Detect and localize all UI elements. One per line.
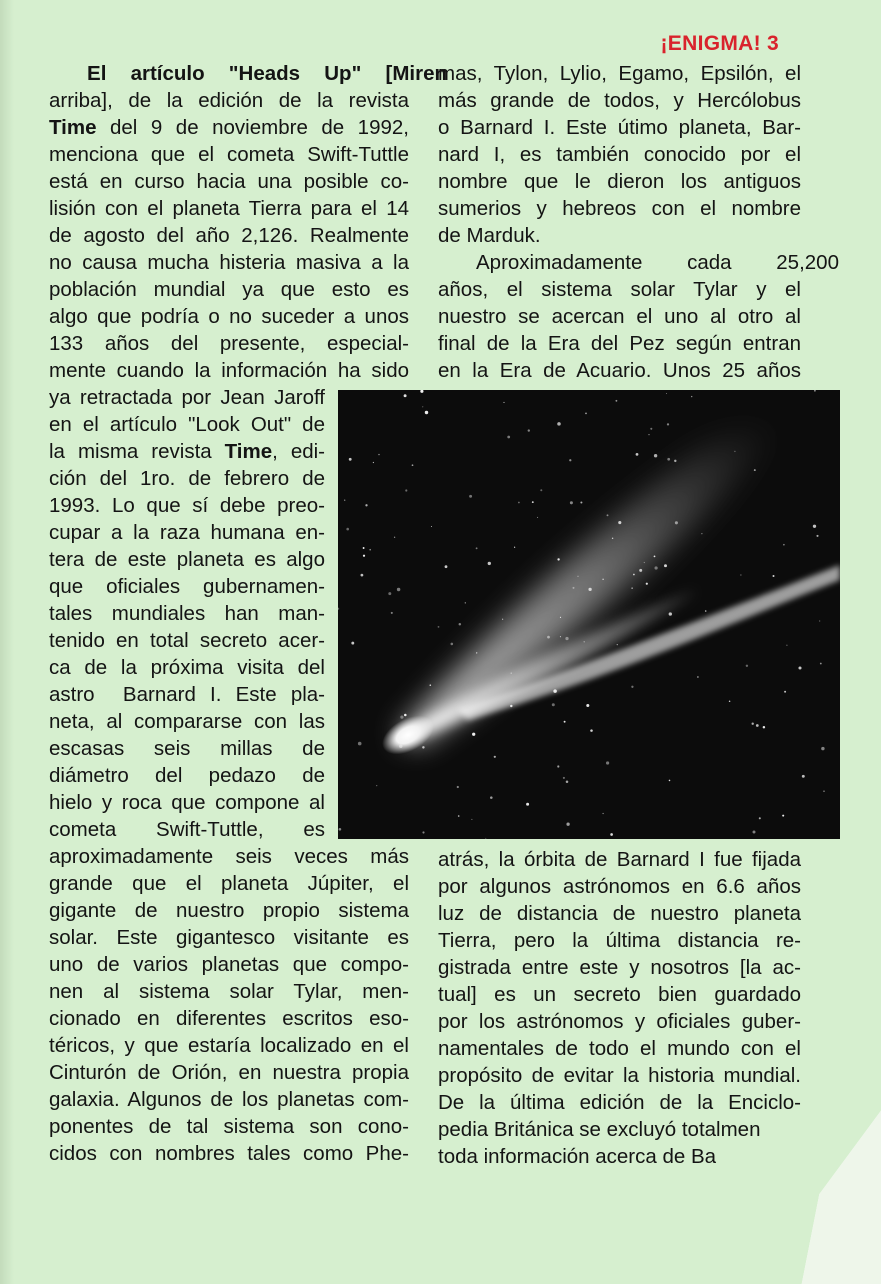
star <box>669 612 672 615</box>
bold-text: Time <box>224 440 273 463</box>
star <box>674 460 676 462</box>
text-run: escasas seis millas de <box>49 737 325 760</box>
text-run: lisión con el planeta Tierra para el 14 <box>49 197 409 220</box>
text-run: nen al sistema solar Tylar, men- <box>49 980 409 1003</box>
right-column-line <box>438 168 801 195</box>
star <box>607 514 609 516</box>
star <box>813 525 816 528</box>
star <box>753 831 756 834</box>
text-run: por algunos astrónomos en 6.6 años <box>438 875 801 898</box>
text-run: o Barnard I. Este útimo planeta, Bar- <box>438 116 801 139</box>
text-run: gistrada entre este y nosotros [la ac- <box>438 956 801 979</box>
bold-text: l artículo "Heads Up" [Miren <box>100 62 447 85</box>
star <box>569 459 571 461</box>
right-column-line <box>438 900 801 927</box>
text-run: tual] es un secreto bien guardado <box>438 983 801 1006</box>
star <box>557 558 559 560</box>
star <box>606 761 609 764</box>
right-column-line <box>438 873 801 900</box>
star <box>763 726 765 728</box>
star <box>400 715 403 718</box>
left-column-line <box>49 438 325 465</box>
text-run: está en curso hacia una posible co- <box>49 170 409 193</box>
star <box>404 714 407 717</box>
star <box>586 704 589 707</box>
text-run: galaxia. Algunos de los planetas com- <box>49 1088 409 1111</box>
star <box>445 565 448 568</box>
left-column-line <box>49 276 409 303</box>
text-run: cidos con nombres tales como Phe- <box>49 1142 409 1165</box>
left-column-line <box>49 1005 409 1032</box>
star <box>759 817 761 819</box>
right-column-line <box>438 303 801 330</box>
star <box>701 533 702 534</box>
text-run: aproximadamente seis veces más <box>49 845 409 868</box>
star <box>422 406 423 407</box>
star <box>756 724 759 727</box>
left-column-line <box>49 789 325 816</box>
left-column-line <box>49 1059 409 1086</box>
left-column-line <box>49 897 409 924</box>
star <box>650 428 652 430</box>
text-run: por los astrónomos y oficiales guber- <box>438 1010 801 1033</box>
star <box>654 454 657 457</box>
left-column-line <box>49 492 325 519</box>
text-run: en el artículo "Look Out" de <box>49 413 325 436</box>
star <box>631 587 632 588</box>
star <box>349 458 352 461</box>
star <box>664 564 667 567</box>
left-column-line <box>49 1140 409 1167</box>
text-run: grande que el planeta Júpiter, el <box>49 872 409 895</box>
left-column-line <box>49 1113 409 1140</box>
text-run: final de la Era del Pez según entran <box>438 332 801 355</box>
left-column-line <box>49 330 409 357</box>
star <box>494 756 496 758</box>
left-column-line <box>49 249 409 276</box>
left-column-line <box>49 843 409 870</box>
star <box>610 833 613 836</box>
text-run: , edi- <box>272 440 326 463</box>
star <box>783 544 785 546</box>
star <box>570 501 573 504</box>
star <box>636 453 639 456</box>
star <box>729 700 731 702</box>
star <box>373 462 374 463</box>
left-column-line <box>49 519 325 546</box>
left-column-line <box>49 303 409 330</box>
star <box>798 666 801 669</box>
right-column-line <box>438 1116 801 1143</box>
star <box>752 723 754 725</box>
star <box>438 626 440 628</box>
star <box>502 619 503 620</box>
star <box>458 815 460 817</box>
star <box>338 608 339 610</box>
star <box>754 469 756 471</box>
star <box>526 803 529 806</box>
text-run: en la Era de Acuario. Unos 25 años <box>438 359 801 382</box>
star <box>615 400 617 402</box>
text-run: nard I, es también conocido por el <box>438 143 801 166</box>
star <box>532 501 534 503</box>
left-column-line <box>49 681 325 708</box>
text-run: toda información acerca de Ba <box>438 1145 717 1168</box>
text-run: más grande de todos, y Hercólobus <box>438 89 801 112</box>
star <box>821 747 824 750</box>
star <box>457 786 459 788</box>
left-column-line <box>49 411 325 438</box>
right-column-line <box>438 276 801 303</box>
text-run: cionado en diferentes escritos eso- <box>49 1007 409 1030</box>
star <box>344 500 345 501</box>
left-column-line <box>49 573 325 600</box>
star <box>404 394 407 397</box>
left-column-line <box>49 951 409 978</box>
star <box>537 517 538 518</box>
text-run: tenido en total secreto acer- <box>49 629 325 652</box>
star <box>425 411 428 414</box>
text-run: gigante de nuestro propio sistema <box>49 899 409 922</box>
left-column-line <box>49 141 409 168</box>
star <box>351 642 354 645</box>
text-run: nombre que le dieron los antiguos <box>438 170 801 193</box>
bold-text: Time <box>49 116 97 139</box>
star <box>814 390 816 392</box>
text-run: la misma revista <box>49 440 225 463</box>
text-run: arriba], de la edición de la revista <box>49 89 409 112</box>
right-column-line <box>438 981 801 1008</box>
left-column-line <box>49 222 409 249</box>
star <box>405 489 407 491</box>
star <box>420 390 423 393</box>
text-run: ca de la próxima visita del <box>49 656 325 679</box>
star <box>490 796 493 799</box>
star <box>782 815 784 817</box>
right-column-line <box>438 141 801 168</box>
left-column-line <box>49 357 409 384</box>
text-run: Cinturón de Orión, en nuestra propia <box>49 1061 409 1084</box>
star <box>565 637 568 640</box>
star <box>528 429 530 431</box>
right-column-line <box>438 846 801 873</box>
right-column-line <box>438 1089 801 1116</box>
text-run: Aproximadamente cada 25,200 <box>476 251 839 274</box>
text-run: del 9 de noviembre de 1992, <box>96 116 409 139</box>
star <box>376 785 377 786</box>
star <box>552 703 555 706</box>
right-column-line <box>438 222 801 249</box>
paper-left-edge <box>0 0 14 1284</box>
star <box>378 454 379 455</box>
star <box>691 396 692 397</box>
star <box>557 422 561 426</box>
star <box>655 566 658 569</box>
text-run: algo que podría o no suceder a unos <box>49 305 409 328</box>
text-run: ya retractada por Jean Jaroff <box>49 386 325 409</box>
left-column-line <box>49 735 325 762</box>
text-run: 1993. Lo que sí debe preo- <box>49 494 325 517</box>
right-column-line <box>438 1062 801 1089</box>
text-run: de Marduk. <box>438 224 541 247</box>
text-run: namentales de todo el mundo con el <box>438 1037 801 1060</box>
star <box>469 495 472 498</box>
text-run: neta, al compararse con las <box>49 710 325 733</box>
text-run: atrás, la órbita de Barnard I fue fijada <box>438 848 801 871</box>
star <box>617 644 618 645</box>
star <box>472 733 475 736</box>
star <box>697 676 699 678</box>
star <box>459 623 461 625</box>
star <box>667 458 670 461</box>
right-column-line <box>438 357 801 384</box>
star <box>819 620 820 621</box>
star <box>507 436 510 439</box>
text-run: cupar a la raza humana en- <box>49 521 325 544</box>
star <box>816 535 818 537</box>
left-column-line <box>49 654 325 681</box>
text-run: no causa mucha histeria masiva a la <box>49 251 409 274</box>
star <box>339 828 342 831</box>
star <box>465 602 466 603</box>
text-run: 133 años del presente, especial- <box>49 332 409 355</box>
right-column-line <box>438 927 801 954</box>
text-run: tera de este planeta es algo <box>49 548 325 571</box>
text-run: sumerios y hebreos con el nombre <box>438 197 801 220</box>
right-column-line <box>438 1035 801 1062</box>
star <box>564 721 566 723</box>
star <box>540 489 542 491</box>
star <box>422 746 424 748</box>
star <box>740 574 741 575</box>
star <box>557 765 559 767</box>
left-column-line <box>49 60 447 87</box>
star <box>471 819 472 820</box>
left-column-line <box>49 870 409 897</box>
left-column-line <box>49 114 409 141</box>
text-run: nuestro se acercan el uno al otro al <box>438 305 801 328</box>
star <box>365 504 367 506</box>
star <box>431 526 432 527</box>
text-run: solar. Este gigantesco visitante es <box>49 926 409 949</box>
text-run: téricos, y que estaría localizado en el <box>49 1034 409 1057</box>
right-column-line <box>438 1008 801 1035</box>
left-column-line <box>49 1086 409 1113</box>
star <box>563 777 565 779</box>
text-run: hielo y roca que compone al <box>49 791 325 814</box>
left-column-line <box>49 978 409 1005</box>
star <box>485 838 486 839</box>
text-run: propósito de evitar la historia mundial. <box>438 1064 801 1087</box>
star <box>488 562 491 565</box>
left-column-line <box>49 87 409 114</box>
star <box>503 402 504 403</box>
left-column-line <box>49 1032 409 1059</box>
text-run: cometa Swift-Tuttle, es <box>49 818 325 841</box>
star <box>802 775 805 778</box>
right-column-line <box>438 114 801 141</box>
text-run: E <box>87 62 101 85</box>
star <box>394 537 395 538</box>
text-run: ponentes de tal sistema son cono- <box>49 1115 409 1138</box>
star <box>585 413 587 415</box>
right-column-line <box>438 87 801 114</box>
star <box>363 555 365 557</box>
text-run: ción del 1ro. de febrero de <box>49 467 325 490</box>
comet-dust-tail <box>398 426 778 745</box>
text-run: población mundial ya que esto es <box>49 278 409 301</box>
left-column-line <box>49 195 409 222</box>
star <box>388 592 391 595</box>
star <box>580 501 582 503</box>
star <box>648 434 649 435</box>
star <box>646 583 648 585</box>
star <box>820 663 822 665</box>
text-run: pedia Británica se excluyó totalmen <box>438 1118 761 1141</box>
left-column-line <box>49 762 325 789</box>
left-column-line <box>49 708 325 735</box>
left-column-line <box>49 924 409 951</box>
star <box>566 823 569 826</box>
star <box>823 790 825 792</box>
star <box>666 393 667 394</box>
right-column-line <box>438 60 801 87</box>
comet-photo <box>338 390 840 839</box>
star <box>746 665 748 667</box>
star <box>631 686 633 688</box>
text-run: que oficiales gubernamen- <box>49 575 325 598</box>
star <box>363 547 365 549</box>
star <box>346 528 349 531</box>
text-run: astro Barnard I. Este pla- <box>49 683 325 706</box>
star <box>518 502 520 504</box>
star <box>784 691 786 693</box>
text-run: de agosto del año 2,126. Realmente <box>49 224 409 247</box>
star <box>422 831 424 833</box>
text-run: diámetro del pedazo de <box>49 764 325 787</box>
star <box>602 813 603 814</box>
left-column-line <box>49 168 409 195</box>
star <box>669 780 671 782</box>
text-run: años, el sistema solar Tylar y el <box>438 278 801 301</box>
star <box>430 684 432 686</box>
star <box>590 729 593 732</box>
star <box>412 464 414 466</box>
star <box>391 612 393 614</box>
star <box>358 742 362 746</box>
left-column-line <box>49 546 325 573</box>
star <box>369 549 371 551</box>
text-run: luz de distancia de nuestro planeta <box>438 902 801 925</box>
text-run: mas, Tylon, Lylio, Egamo, Epsilón, el <box>438 62 801 85</box>
star <box>773 575 775 577</box>
left-column-line <box>49 384 325 411</box>
text-run: uno de varios planetas que compo- <box>49 953 409 976</box>
left-column-line <box>49 465 325 492</box>
right-column-line <box>438 195 801 222</box>
text-run: De la última edición de la Enciclo- <box>438 1091 801 1114</box>
right-column-line <box>438 954 801 981</box>
star <box>786 645 787 646</box>
text-run: mente cuando la información ha sido <box>49 359 409 382</box>
star <box>705 610 707 612</box>
section-label: ¡ENIGMA! 3 <box>660 32 779 55</box>
text-run: menciona que el cometa Swift-Tuttle <box>49 143 409 166</box>
star <box>476 547 478 549</box>
text-run: tales mundiales han man- <box>49 602 325 625</box>
right-column-line <box>438 249 839 276</box>
left-column-line <box>49 627 325 654</box>
star <box>667 423 669 425</box>
star <box>361 574 364 577</box>
star <box>566 780 569 783</box>
left-column-line <box>49 600 325 627</box>
right-column-line <box>438 1143 801 1170</box>
star <box>451 643 454 646</box>
left-column-line <box>49 816 325 843</box>
right-column-line <box>438 330 801 357</box>
star <box>514 547 515 548</box>
star <box>397 588 400 591</box>
text-run: Tierra, pero la última distancia re- <box>438 929 801 952</box>
